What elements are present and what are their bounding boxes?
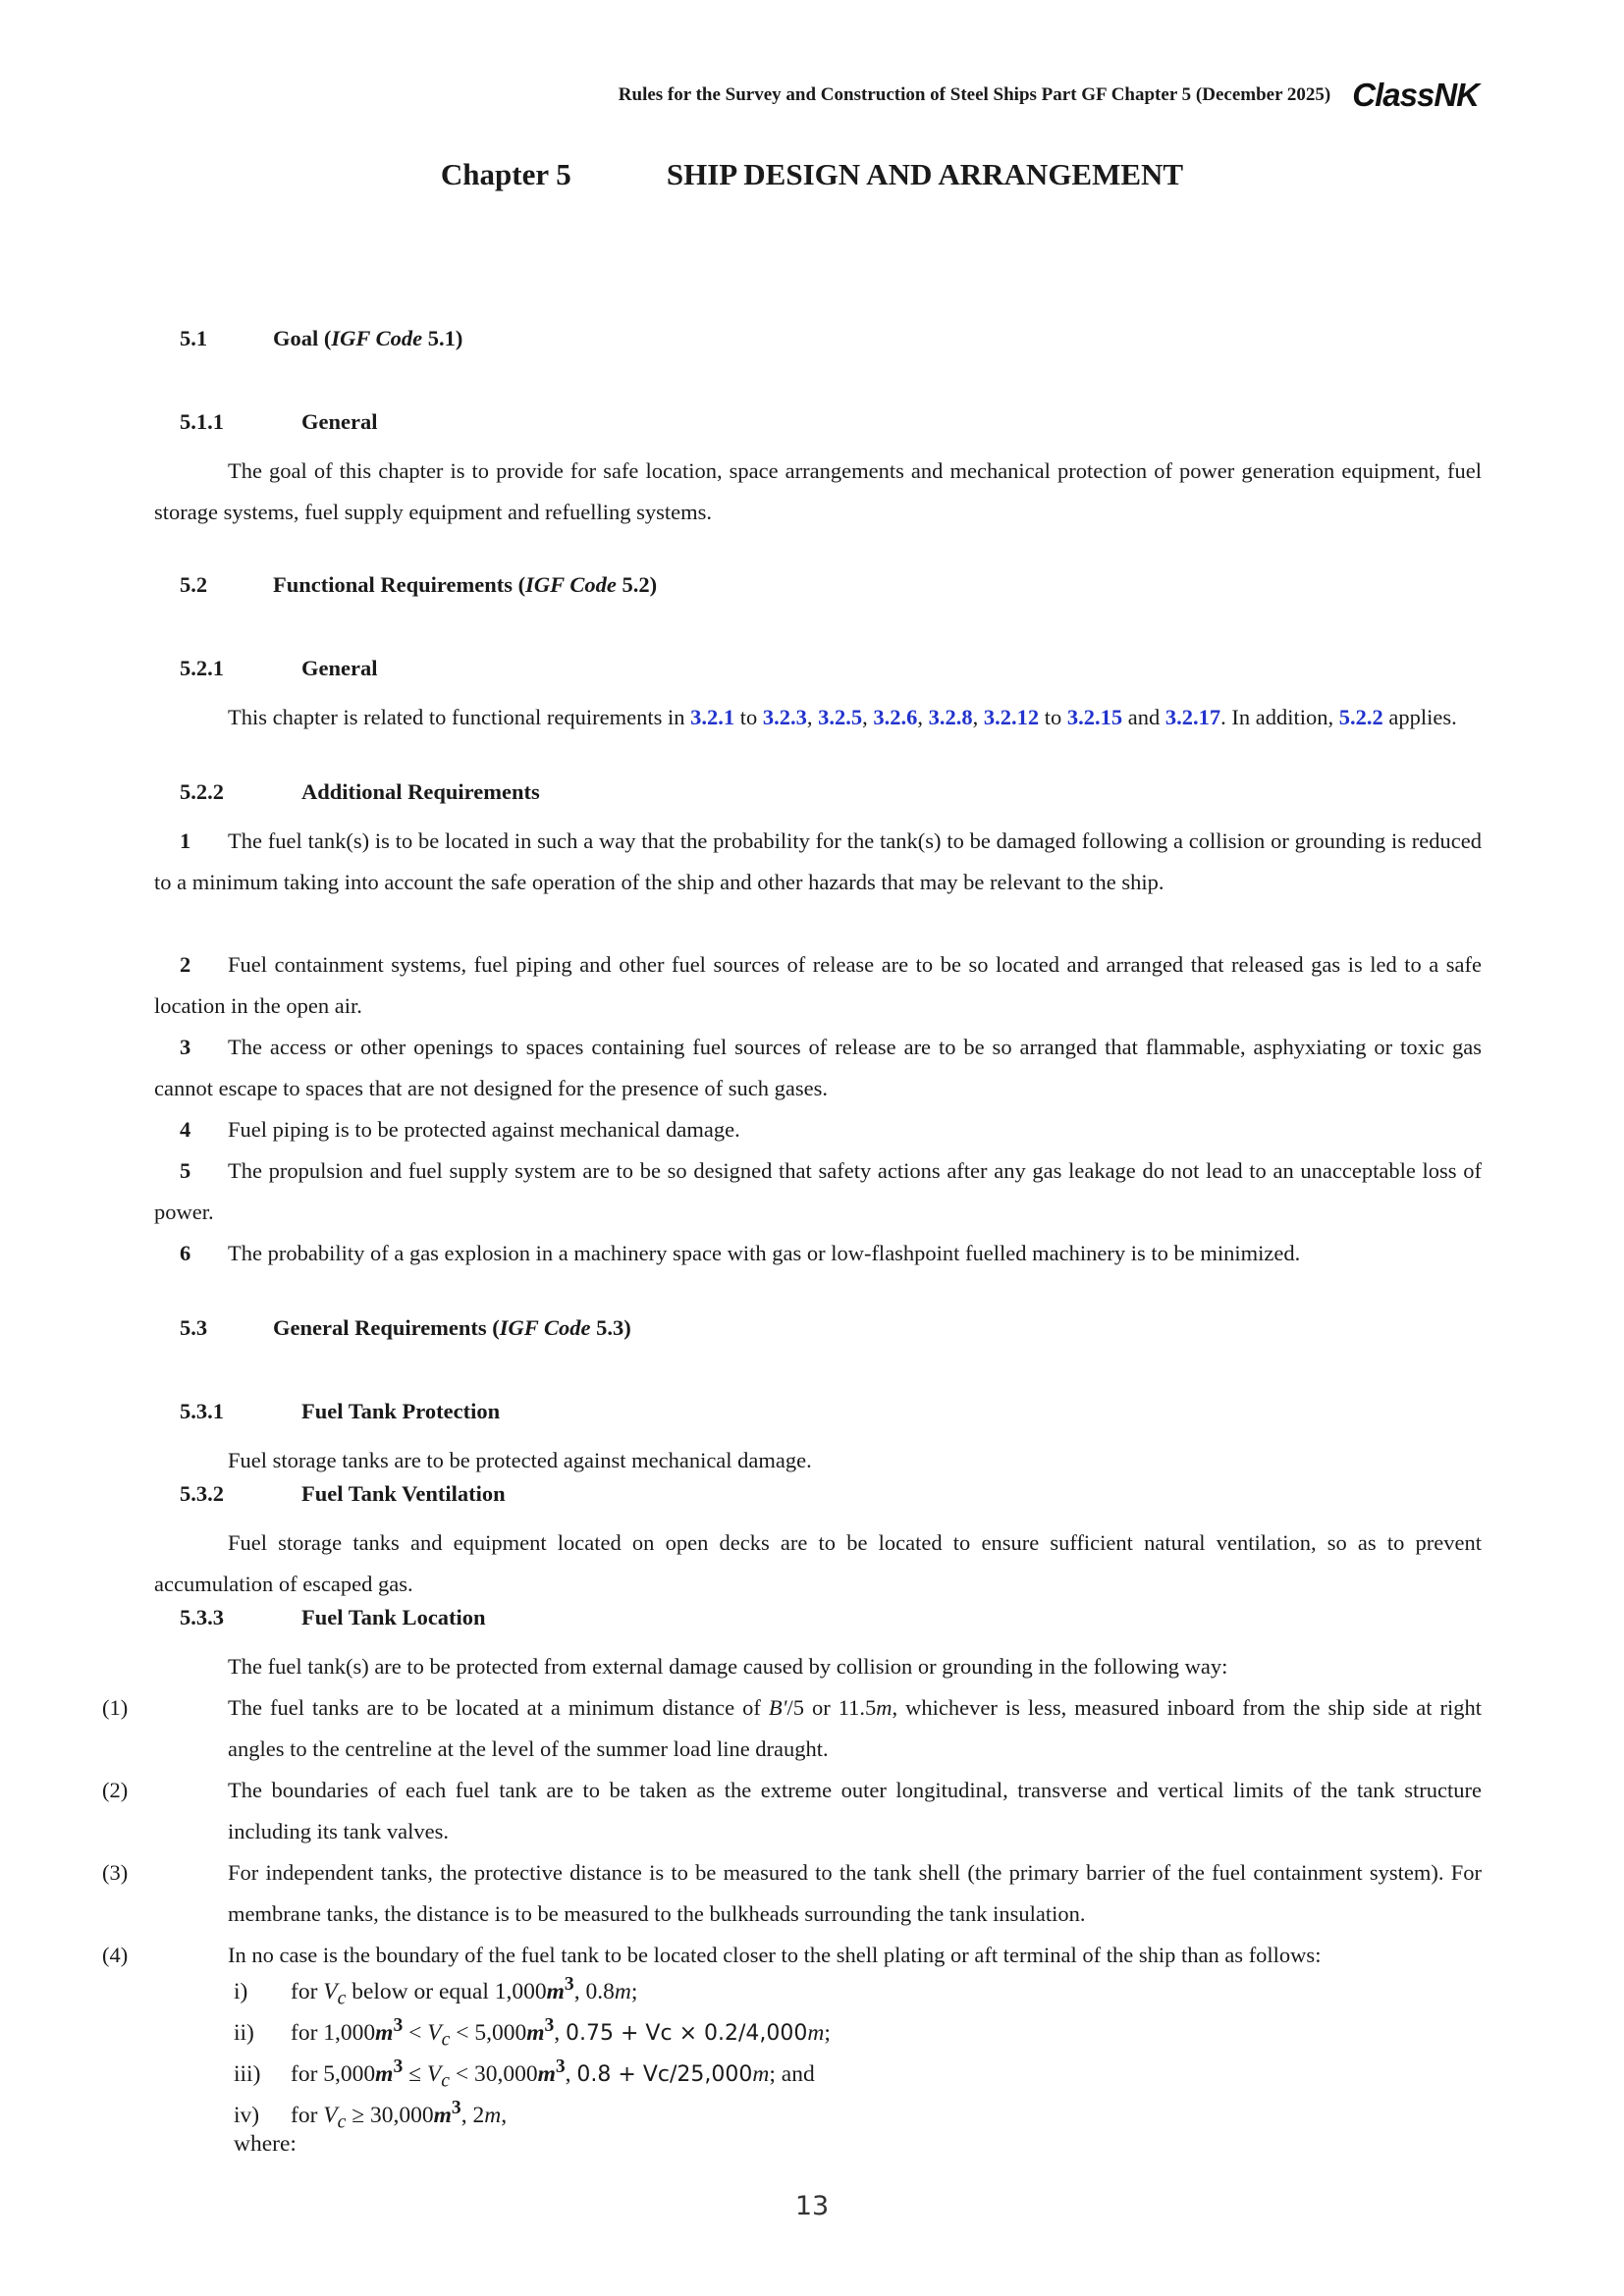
- page-number: 13: [794, 2191, 830, 2221]
- section-heading-5-3-2: [180, 1481, 506, 1507]
- xref-5-2-2[interactable]: 5.2.2: [1338, 705, 1383, 729]
- sub-item-iv: iv) for $V_c \ge 30,000m^3$, 2m,: [234, 2098, 508, 2133]
- requirement-item: [154, 1027, 1482, 1109]
- xref-3-2-6[interactable]: 3.2.6: [873, 705, 918, 729]
- item-number: (2): [102, 1778, 129, 1802]
- sub-item-ii: ii) for $1,000m^3 < V_c < 5,000m^3$, 0.75 + Vc × 0.2/4,000m;: [234, 2015, 831, 2051]
- section-heading-5-1-1: [180, 409, 377, 435]
- section-title: Fuel Tank Location: [301, 1605, 486, 1629]
- item-number: (3): [102, 1860, 129, 1885]
- xref-3-2-1[interactable]: 3.2.1: [690, 705, 735, 729]
- section-number: 5.3: [180, 1315, 208, 1340]
- list-item-1: (1) The fuel tanks are to be located at a minimum distance of B'/5 or 11.5m, whichever is less, measured inboard from the ship side at right angles to the centreline at the level of the summer load line draught.: [154, 1687, 1482, 1770]
- item-text: The propulsion and fuel supply system are to be so designed that safety actions after any gas leakage do not lead to an unacceptable loss of power.: [154, 1158, 1482, 1224]
- section-title: General: [301, 409, 378, 434]
- section-title: Fuel Tank Protection: [301, 1399, 501, 1423]
- item-number: 4: [180, 1117, 191, 1142]
- paragraph-5-3-3-intro: The fuel tank(s) are to be protected from external damage caused by collision or grounding in the following way:: [228, 1654, 1228, 1679]
- xref-3-2-3[interactable]: 3.2.3: [762, 705, 807, 729]
- section-heading-5-2-1: [180, 656, 377, 681]
- item-number: (4): [102, 1943, 129, 1967]
- section-title-suffix: 5.2): [616, 572, 658, 597]
- section-number: 5.2.1: [180, 656, 224, 680]
- section-number: 5.3.1: [180, 1399, 224, 1423]
- list-item-2: [102, 1770, 1482, 1852]
- section-title: Functional Requirements (: [273, 572, 526, 597]
- item-text: The boundaries of each fuel tank are to be taken as the extreme outer longitudinal, transverse and vertical limits of the tank structure including its tank valves.: [228, 1778, 1482, 1843]
- chapter-title: [0, 157, 1624, 192]
- item-number: 6: [180, 1241, 191, 1265]
- paragraph-5-3-2: Fuel storage tanks and equipment located on open decks are to be located to ensure sufficient natural ventilation, so as to prevent accumulation of escaped gas.: [154, 1530, 1482, 1596]
- section-number: 5.2: [180, 572, 208, 597]
- section-number: 5.2.2: [180, 779, 224, 804]
- section-heading-5-2-2: [180, 779, 540, 805]
- sub-item-iii: iii) for $5,000m^3 \le V_c < 30,000m^3$, 0.8 + Vc/25,000m; and: [234, 2056, 815, 2092]
- section-heading-5-3-1: [180, 1399, 500, 1424]
- paragraph-5-1-1: The goal of this chapter is to provide for safe location, space arrangements and mechanical protection of power generation equipment, fuel storage systems, fuel supply equipment and refuelling systems.: [154, 458, 1482, 524]
- section-title: Fuel Tank Ventilation: [301, 1481, 506, 1506]
- requirement-item: [154, 1150, 1482, 1233]
- item-number: 5: [180, 1158, 191, 1183]
- item-text: Fuel piping is to be protected against mechanical damage.: [228, 1117, 740, 1142]
- item-number: 1: [180, 828, 191, 853]
- item-text: The fuel tank(s) is to be located in such a way that the probability for the tank(s) to be damaged following a collision or grounding is reduced to a minimum taking into account the safe operation of the ship and other hazards that may be relevant to the ship.: [154, 828, 1482, 894]
- sub-item-i: i) for $V_c$ below or equal $1,000m^3$, 0.8m;: [234, 1974, 638, 2009]
- item-text: The probability of a gas explosion in a machinery space with gas or low-flashpoint fuelled machinery is to be minimized.: [228, 1241, 1301, 1265]
- section-heading-5-1: [180, 326, 462, 351]
- item-number: (1): [102, 1695, 129, 1720]
- xref-3-2-12[interactable]: 3.2.12: [983, 705, 1040, 729]
- section-title: General Requirements (: [273, 1315, 500, 1340]
- requirement-item: [154, 944, 1482, 1027]
- where-label: where:: [234, 2131, 297, 2157]
- section-title: Additional Requirements: [301, 779, 540, 804]
- item-number: 3: [180, 1035, 191, 1059]
- section-heading-5-2: [180, 572, 657, 598]
- requirement-item: [154, 821, 1482, 903]
- running-title: Rules for the Survey and Construction of Steel Ships Part GF Chapter 5 (December 2025): [618, 84, 1331, 105]
- code-reference: IGF Code: [331, 326, 423, 350]
- section-number: 5.1.1: [180, 409, 224, 434]
- formula: 0.75 + Vc × 0.2/4,000: [566, 2020, 808, 2046]
- section-title-suffix: 5.1): [422, 326, 463, 350]
- section-number: 5.1: [180, 326, 208, 350]
- requirement-item: [154, 1109, 1482, 1150]
- list-item-3: [102, 1852, 1482, 1935]
- classnk-logo: ClassNK: [1352, 77, 1479, 113]
- xref-3-2-17[interactable]: 3.2.17: [1164, 705, 1221, 729]
- item-text: The access or other openings to spaces containing fuel sources of release are to be so arranged that flammable, asphyxiating or toxic gas cannot escape to spaces that are not designed for the presence of such gases.: [154, 1035, 1482, 1100]
- chapter-number: Chapter 5: [440, 157, 571, 191]
- section-title-suffix: 5.3): [590, 1315, 631, 1340]
- running-header: [619, 77, 1479, 114]
- xref-3-2-5[interactable]: 3.2.5: [818, 705, 863, 729]
- xref-3-2-8[interactable]: 3.2.8: [928, 705, 973, 729]
- chapter-name: SHIP DESIGN AND ARRANGEMENT: [666, 157, 1184, 191]
- section-number: 5.3.2: [180, 1481, 224, 1506]
- section-heading-5-3-3: [180, 1605, 486, 1630]
- section-title: General: [301, 656, 378, 680]
- requirement-item: [154, 1233, 1482, 1274]
- item-text: For independent tanks, the protective distance is to be measured to the tank shell (the primary barrier of the fuel containment system). For membrane tanks, the distance is to be measured to the bulkheads surrounding the tank insulation.: [228, 1860, 1482, 1926]
- item-number: 2: [180, 952, 191, 977]
- section-title: Goal (: [273, 326, 332, 350]
- code-reference: IGF Code: [499, 1315, 591, 1340]
- formula: 0.8 + Vc/25,000: [576, 2061, 753, 2087]
- item-text: In no case is the boundary of the fuel tank to be located closer to the shell plating or aft terminal of the ship than as follows:: [228, 1943, 1322, 1967]
- item-text: Fuel containment systems, fuel piping and other fuel sources of release are to be so located and arranged that released gas is led to a safe location in the open air.: [154, 952, 1482, 1018]
- paragraph-5-3-1: Fuel storage tanks are to be protected against mechanical damage.: [228, 1448, 812, 1472]
- xref-3-2-15[interactable]: 3.2.15: [1066, 705, 1123, 729]
- section-number: 5.3.3: [180, 1605, 224, 1629]
- section-heading-5-3: [180, 1315, 631, 1341]
- paragraph-5-2-1: This chapter is related to functional requirements in 3.2.1 to 3.2.3, 3.2.5, 3.2.6, 3.2.8, 3.2.12 to 3.2.15 and 3.2.17. In addition, 5.2.2 applies.: [228, 705, 1457, 729]
- code-reference: IGF Code: [525, 572, 617, 597]
